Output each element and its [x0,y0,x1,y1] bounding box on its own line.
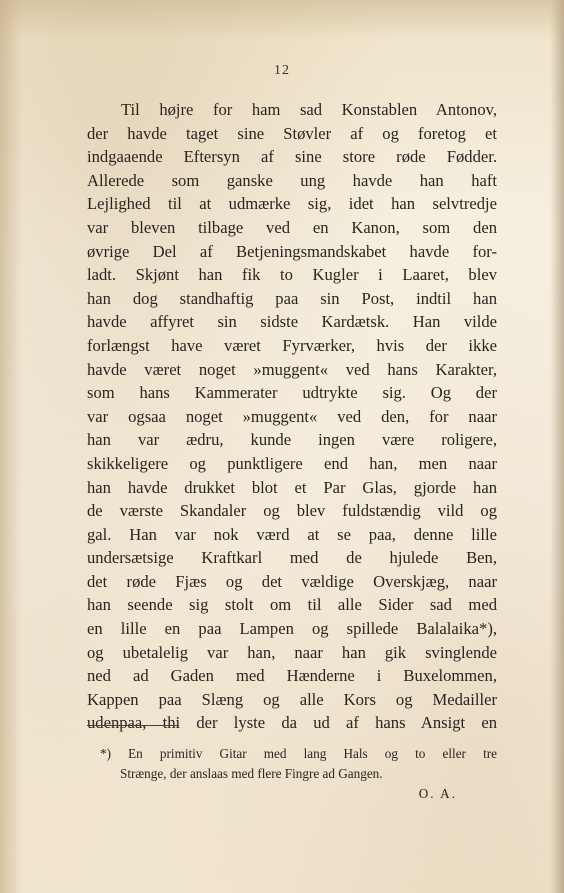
page-number: 12 [274,63,290,78]
text-line: forlængst have været Fyrværker, hvis der ikke [87,335,497,355]
footnote-rule [87,725,179,726]
footnote-line: *) En primitiv Gitar med lang Hals og to eller tre [100,746,497,761]
text-line: øvrige Del af Betjeningsmandskabet havde for- [87,241,497,261]
text-line: Allerede som ganske ung havde han haft [87,170,497,190]
text-line: skikkeligere og punktligere end han, men naar [87,453,497,473]
text-line: var ogsaa noget »muggent« ved den, for naar [87,406,497,426]
text-line: ned ad Gaden med Hænderne i Buxelommen, [87,666,497,686]
text-line: indgaaende Eftersyn af sine store røde Fødder. [87,147,497,167]
footnote-line: Strænge, der anslaas med flere Fingre ad Gangen. [120,766,383,781]
text-line: der havde taget sine Støvler af og foretog et [87,123,497,143]
text-line: Lejlighed til at udmærke sig, idet han selvtredje [87,194,497,214]
text-line: de værste Skandaler og blev fuldstændig vild og [87,501,497,521]
text-line: Kappen paa Slæng og alle Kors og Medailler [87,689,497,709]
text-line: han seende sig stolt om til alle Sider sad med [87,595,497,615]
page-edge-shadow-right [550,0,564,893]
text-line: undersætsige Kraftkarl med de hjulede Ben, [87,548,497,568]
text-line: Til højre for ham sad Konstablen Antonov, [121,100,497,119]
text-line: havde været noget »muggent« ved hans Karakter, [87,359,497,379]
text-line: en lille en paa Lampen og spillede Balalaika*), [87,619,497,639]
text-line: udenpaa, thi der lyste da ud af hans Ansigt en [87,713,497,733]
footnote [100,744,497,804]
text-line: ladt. Skjønt han fik to Kugler i Laaret, blev [87,265,497,285]
text-line: som hans Kammerater udtrykte sig. Og der [87,383,497,403]
text-line: han havde drukket blot et Par Glas, gjorde han [87,477,497,497]
footnote-signature: O. A. [418,786,457,801]
body-text [87,98,497,735]
text-line: han dog standhaftig paa sin Post, indtil han [87,288,497,308]
page-edge-shadow-top [0,0,564,40]
text-line: gal. Han var nok værd at se paa, denne lille [87,524,497,544]
text-line: havde affyret sin sidste Kardætsk. Han vilde [87,312,497,332]
text-line: det røde Fjæs og det vældige Overskjæg, naar [87,571,497,591]
text-line: han var ædru, kunde ingen være roligere, [87,430,497,450]
page-edge-shadow-left [0,0,22,893]
text-line: og ubetalelig var han, naar han gik svinglende [87,642,497,662]
text-line: var bleven tilbage ved en Kanon, som den [87,217,497,237]
